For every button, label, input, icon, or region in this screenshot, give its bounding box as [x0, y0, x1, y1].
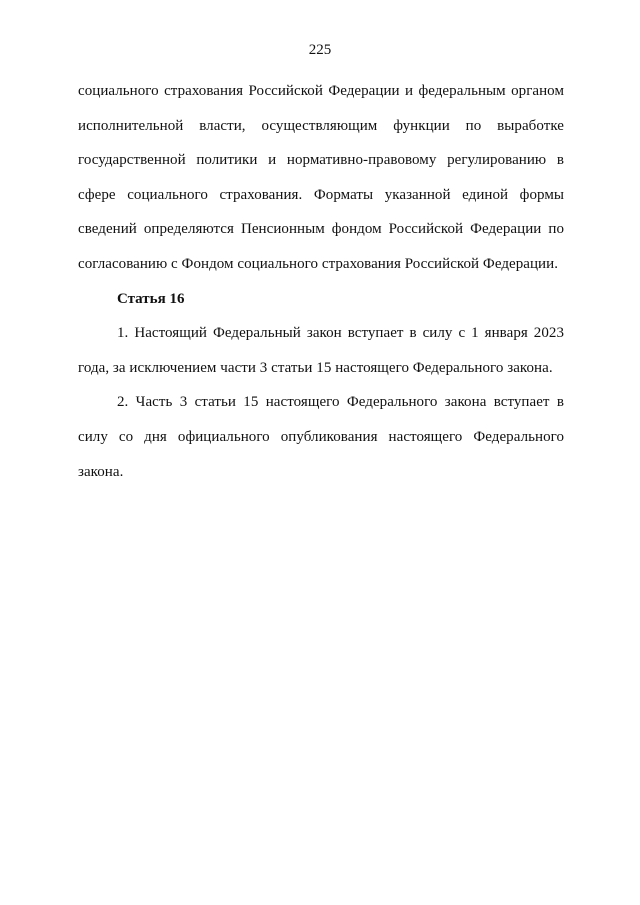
article-title: Статья 16 [117, 290, 185, 307]
document-body [78, 74, 564, 489]
article-paragraph-1: 1. Настоящий Федеральный закон вступает в силу с 1 января 2023 года, за исключением части 3 статьи 15 настоящего Федерального закона. [78, 325, 564, 376]
continuation-paragraph: социального страхования Российской Федерации и федеральным органом исполнительной власти, осуществляющим функции по выработке государственной политики и нормативно-правовому регулированию в сфере социального страхования. Форматы указанной единой формы сведений определяются Пенсионным фондом Российской Федерации по согласованию с Фондом социального страхования Российской Федерации. [78, 83, 564, 272]
article-paragraph-2: 2. Часть 3 статьи 15 настоящего Федерального закона вступает в силу со дня официального опубликования настоящего Федерального закона. [78, 394, 564, 480]
page-number: 225 [308, 42, 332, 58]
